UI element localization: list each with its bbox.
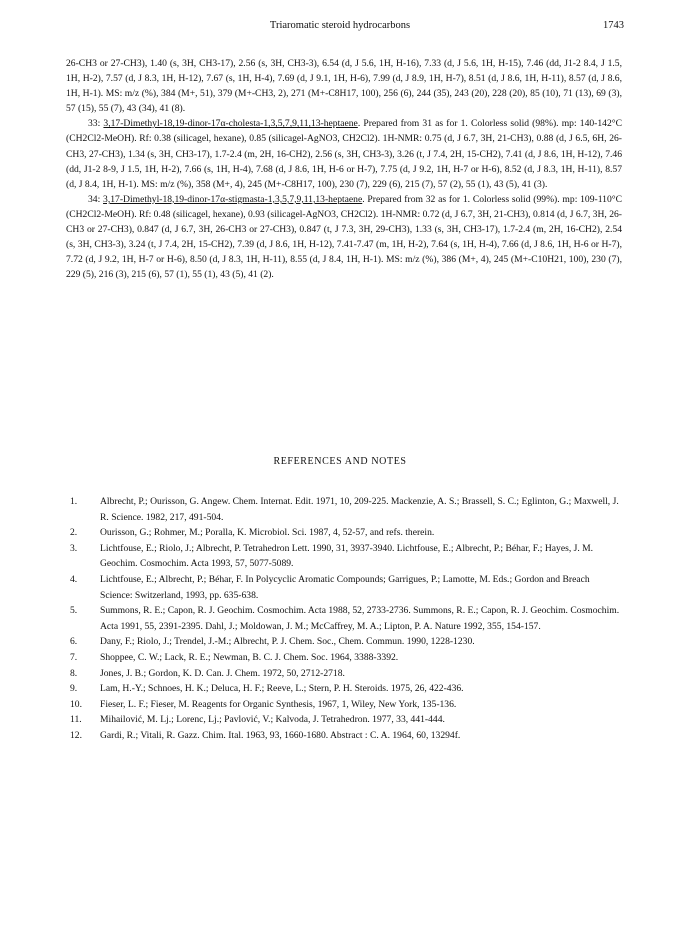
reference-number: 7. [70,651,78,663]
reference-text: Dany, F.; Riolo, J.; Trendel, J.-M.; Albrecht, P. J. Chem. Soc., Chem. Commun. 1990, 1228-1230. [100,636,475,648]
continuation-paragraph: 26-CH3 or 27-CH3), 1.40 (s, 3H, CH3-17), 2.56 (s, 3H, CH3-3), 6.54 (d, J 5.6, 1H, H-16), 7.33 (d, J 5.6, 1H, H-15), 7.46 (dd, J1-2 8.4, J 1.5, 1H, H-2), 7.57 (d, J 8.3, 1H, H-12), 7.67 (s, 1H, H-4), 7.69 (d, J 9.1, 1H, H-6), 7.99 (d, J 8.9, 1H, H-7), 8.51 (d, J 8.6, 1H, H-11), 8.57 (d, J 8.6, 1H, H-1). MS: m/z (%), 384 (M+, 51), 379 (M+-CH3, 2), 271 (M+-C8H17, 100), 256 (6), 244 (35), 243 (20), 228 (20), 85 (10), 71 (13), 69 (3), 57 (15), 55 (7), 43 (34), 41 (8). [66,58,622,115]
reference-number: 6. [70,636,78,648]
reference-item [66,634,622,650]
reference-item [66,603,622,634]
reference-text: Lam, H.-Y.; Schnoes, H. K.; Deluca, H. F.; Reeve, L.; Stern, P. H. Steroids. 1975, 26, 422-436. [100,683,464,695]
reference-number: 12. [70,729,82,741]
reference-number: 1. [70,496,78,507]
compound-34-paragraph [66,192,622,283]
reference-item [66,541,622,572]
compound-33-text: . Prepared from 31 as for 1. Colorless solid (98%). mp: 140-142°C (CH2Cl2-MeOH). Rf: 0.38 (silicagel, hexane), 0.85 (silicagel-AgNO3, CH2Cl2). 1H-NMR: 0.75 (d, J 6.7, 3H, 21-CH3), 0.88 (d, J 6.5, 6H, 26-CH3, 27-CH3), 1.34 (s, 3H, CH3-17), 1.7-2.4 (m, 2H, 16-CH2), 2.56 (s, 3H, CH3-3), 3.26 (t, J 7.4, 2H, 15-CH2), 7.41 (d, J 8.6, 1H, H-12), 7.46 (dd, J1-2 8-9, J 1.5, 1H, H-2), 7.66 (s, 1H, H-4), 7.68 (d, J 8.6, 1H, H-6 or H-7), 7.75 (d, J 9.2, 1H, H-7 or H-6), 8.52 (d, J 8.3, 1H, H-11), 8.57 (d, J 8.4, 1H, H-1). MS: m/z (%), 358 (M+, 4), 245 (M+-C8H17, 100), 230 (7), 229 (6), 215 (7), 57 (2), 55 (1), 43 (5), 41 (3). [66,118,622,190]
reference-number: 4. [70,573,78,585]
reference-item [66,712,622,728]
compound-33-name: 3,17-Dimethyl-18,19-dinor-17α-cholesta-1,3,5,7,9,11,13-heptaene [103,118,358,130]
reference-list [66,494,622,744]
compound-33-paragraph [66,116,622,191]
reference-text: Ourisson, G.; Rohmer, M.; Poralla, K. Microbiol. Sci. 1987, 4, 52-57, and refs. therein. [100,527,435,539]
reference-item [66,525,622,541]
reference-text: Shoppee, C. W.; Lack, R. E.; Newman, B. C. J. Chem. Soc. 1964, 3388-3392. [100,651,399,663]
reference-item [66,697,622,713]
reference-text: Lichtfouse, E.; Riolo, J.; Albrecht, P. Tetrahedron Lett. 1990, 31, 3937-3940. Lichtfouse, E.; Albrecht, P.; Béhar, F.; Hayes, J. M. Geochim. Cosmochim. Acta 1993, 57, 5077-5089. [100,542,594,570]
compound-33-number: 33: [88,118,101,130]
reference-item [66,572,622,603]
reference-item [66,650,622,666]
reference-text: Mihailović, M. Lj.; Lorenc, Lj.; Pavlović, V.; Kalvoda, J. Tetrahedron. 1977, 33, 441-444. [100,714,445,726]
reference-item [66,494,622,525]
experimental-text [66,56,622,282]
reference-number: 9. [70,683,78,695]
page-number: 1743 [603,20,624,31]
compound-34-name: 3,17-Dimethyl-18,19-dinor-17α-stigmasta-1,3,5,7,9,11,13-heptaene [103,193,363,205]
compound-34-text: . Prepared from 32 as for 1. Colorless solid (99%). mp: 109-110°C (CH2Cl2-MeOH). Rf: 0.48 (silicagel, hexane), 0.93 (silicagel-AgNO3, CH2Cl2). 1H-NMR: 0.72 (d, J 6.7, 3H, 21-CH3), 0.814 (d, J 6.7, 3H, 26-CH3 or 27-CH3), 0.847 (d, J 6.7, 3H, 26-CH3 or 27-CH3), 0.847 (t, J 7.3, 3H, 29-CH3), 1.33 (s, 3H, CH3-17), 1.7-2.4 (m, 2H, 16-CH2), 2.54 (s, 3H, CH3-3), 3.24 (t, J 7.4, 2H, 15-CH2), 7.39 (d, J 8.6, 1H, H-12), 7.41-7.47 (m, 1H, H-2), 7.64 (s, 1H, H-4), 7.66 (d, J 8.6, 1H, H-6 or H-7), 7.72 (d, J 9.2, 1H, H-7 or H-6), 8.50 (d, J 8.3, 1H, H-11), 8.55 (d, J 8.4, 1H, H-1). MS: m/z (%), 386 (M+, 4), 245 (M+-C10H21, 100), 230 (7), 229 (5), 216 (3), 215 (6), 57 (1), 55 (1), 43 (5), 41 (2). [66,193,622,281]
reference-text: Lichtfouse, E.; Albrecht, P.; Béhar, F. In Polycyclic Aromatic Compounds; Garrigues, P.; Lamotte, M. Eds.; Gordon and Breach Science: Switzerland, 1993, pp. 635-638. [100,573,590,601]
reference-number: 8. [70,667,78,679]
reference-number: 10. [70,698,82,710]
references-heading: REFERENCES AND NOTES [273,456,407,467]
reference-number: 3. [70,542,78,554]
reference-number: 2. [70,527,78,539]
reference-text: Jones, J. B.; Gordon, K. D. Can. J. Chem. 1972, 50, 2712-2718. [100,667,345,679]
reference-item [66,666,622,682]
reference-number: 11. [70,714,82,726]
reference-item [66,681,622,697]
running-title: Triaromatic steroid hydrocarbons [269,20,411,31]
running-head [0,20,680,36]
reference-number: 5. [70,605,78,617]
reference-text: Gardi, R.; Vitali, R. Gazz. Chim. Ital. 1963, 93, 1660-1680. Abstract : C. A. 1964, 60, 13294f. [100,729,461,741]
reference-text: Albrecht, P.; Ourisson, G. Angew. Chem. Internat. Edit. 1971, 10, 209-225. Mackenzie, A. S.; Brassell, S. C.; Eglinton, G.; Maxwell, J. R. Science. 1982, 217, 491-504. [100,496,619,523]
compound-34-number: 34: [88,193,101,205]
reference-item [66,728,622,744]
reference-text: Summons, R. E.; Capon, R. J. Geochim. Cosmochim. Acta 1988, 52, 2733-2736. Summons, R. E.; Capon, R. J. Geochim. Cosmochim. Acta 1991, 55, 2391-2395. Dahl, J.; Moldowan, J. M.; McCaffrey, M. A.; Lipton, P. A. Nature 1992, 355, 154-157. [100,605,620,632]
reference-text: Fieser, L. F.; Fieser, M. Reagents for Organic Synthesis, 1967, 1, Wiley, New York, 135-136. [100,698,457,710]
